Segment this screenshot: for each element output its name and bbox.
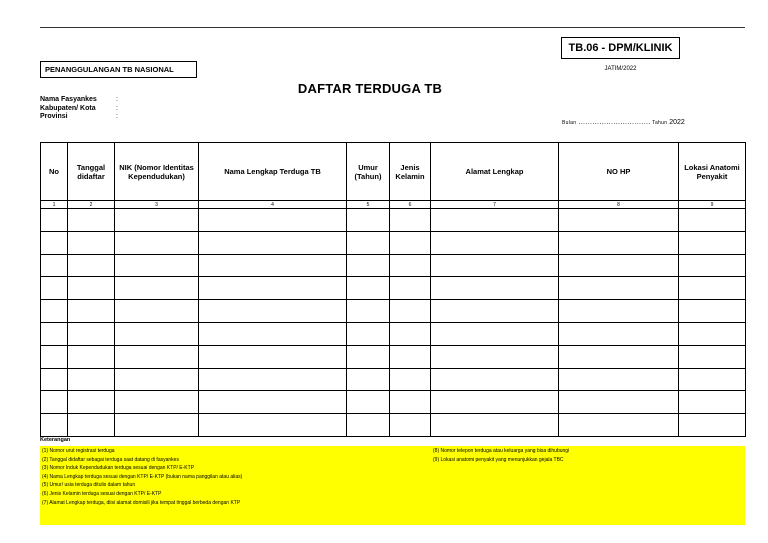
table-cell[interactable] bbox=[41, 277, 68, 300]
table-row bbox=[41, 345, 746, 368]
table-cell[interactable] bbox=[115, 277, 199, 300]
table-row bbox=[41, 231, 746, 254]
table-cell[interactable] bbox=[347, 277, 390, 300]
table-cell[interactable] bbox=[679, 209, 746, 232]
col-header-nama: Nama Lengkap Terduga TB bbox=[199, 143, 347, 201]
col-header-no: No bbox=[41, 143, 68, 201]
note-item: (7) Alamat Lengkap terduga, diisi alamat domisili jika tempat tinggal berbeda dengan KTP bbox=[42, 499, 241, 506]
table-cell[interactable] bbox=[199, 368, 347, 391]
note-item: (6) Jenis Kelamin terduga sesuai dengan KTP/ E-KTP bbox=[42, 490, 162, 497]
table-cell[interactable] bbox=[347, 322, 390, 345]
table-cell[interactable] bbox=[431, 368, 559, 391]
col-number: 8 bbox=[559, 201, 679, 209]
period-line bbox=[562, 119, 685, 126]
table-cell[interactable] bbox=[199, 391, 347, 414]
table-cell[interactable] bbox=[68, 322, 115, 345]
col-number: 6 bbox=[390, 201, 431, 209]
col-number: 4 bbox=[199, 201, 347, 209]
note-item: (8) Nomor telepon terduga atau keluarga yang bisa dihubungi bbox=[433, 448, 570, 454]
col-header-umur: Umur (Tahun) bbox=[347, 143, 390, 201]
table-cell[interactable] bbox=[559, 277, 679, 300]
table-cell[interactable] bbox=[199, 300, 347, 323]
col-header-jenis-kelamin: Jenis Kelamin bbox=[390, 143, 431, 201]
note-item: (3) Nomor Induk Kependudukan terduga sesuai dengan KTP/ E-KTP bbox=[42, 465, 195, 472]
info-colon: : bbox=[116, 113, 118, 120]
table-cell[interactable] bbox=[431, 231, 559, 254]
table-row bbox=[41, 277, 746, 300]
table-cell[interactable] bbox=[115, 414, 199, 437]
col-header-tanggal: Tanggal didaftar bbox=[68, 143, 115, 201]
info-row-kabupaten bbox=[40, 105, 118, 114]
note-item: (2) Tanggal didaftar sebagai terduga saat datang di fasyankes bbox=[42, 456, 179, 463]
col-number: 9 bbox=[679, 201, 746, 209]
col-header-nik: NIK (Nomor Identitas Kependudukan) bbox=[115, 143, 199, 201]
table-cell[interactable] bbox=[199, 322, 347, 345]
info-colon: : bbox=[116, 104, 118, 112]
table-cell[interactable] bbox=[68, 231, 115, 254]
table-cell[interactable] bbox=[679, 277, 746, 300]
table-cell[interactable] bbox=[68, 345, 115, 368]
tahun-value: 2022 bbox=[669, 119, 685, 126]
table-cell[interactable] bbox=[68, 414, 115, 437]
table-cell[interactable] bbox=[679, 322, 746, 345]
bulan-label: Bulan bbox=[562, 120, 577, 126]
table-cell[interactable] bbox=[431, 391, 559, 414]
table-cell[interactable] bbox=[559, 345, 679, 368]
table-cell[interactable] bbox=[115, 368, 199, 391]
table-cell[interactable] bbox=[347, 209, 390, 232]
table-cell[interactable] bbox=[41, 231, 68, 254]
note-item: (5) Umur/ usia terduga ditulis dalam tahun bbox=[42, 482, 136, 489]
notes-left-column bbox=[42, 447, 422, 507]
table-cell[interactable] bbox=[41, 322, 68, 345]
table-cell[interactable] bbox=[390, 254, 431, 277]
table-cell[interactable] bbox=[679, 254, 746, 277]
table-cell[interactable] bbox=[347, 300, 390, 323]
table-cell[interactable] bbox=[347, 231, 390, 254]
col-header-alamat: Alamat Lengkap bbox=[431, 143, 559, 201]
info-label: Provinsi bbox=[40, 113, 68, 120]
table-cell[interactable] bbox=[115, 254, 199, 277]
form-region-code: JATIM/2022 bbox=[604, 66, 637, 72]
info-row-fasyankes bbox=[40, 96, 118, 105]
table-cell[interactable] bbox=[390, 322, 431, 345]
table-cell[interactable] bbox=[41, 345, 68, 368]
table-cell[interactable] bbox=[347, 368, 390, 391]
table-row bbox=[41, 209, 746, 232]
info-colon: : bbox=[116, 96, 118, 103]
table-cell[interactable] bbox=[68, 209, 115, 232]
table-cell[interactable] bbox=[115, 322, 199, 345]
form-code-box: TB.06 - DPM/KLINIK bbox=[561, 37, 680, 59]
table-cell[interactable] bbox=[431, 277, 559, 300]
table-cell[interactable] bbox=[559, 391, 679, 414]
table-row bbox=[41, 368, 746, 391]
table-cell[interactable] bbox=[559, 322, 679, 345]
col-number: 1 bbox=[41, 201, 68, 209]
table-cell[interactable] bbox=[41, 300, 68, 323]
bulan-dots: …………………………. bbox=[578, 119, 651, 126]
table-cell[interactable] bbox=[679, 414, 746, 437]
table-cell[interactable] bbox=[199, 254, 347, 277]
table-cell[interactable] bbox=[68, 277, 115, 300]
table-cell[interactable] bbox=[68, 300, 115, 323]
notes-right-column bbox=[433, 447, 733, 464]
table-cell[interactable] bbox=[431, 414, 559, 437]
table-cell[interactable] bbox=[199, 345, 347, 368]
note-item: (9) Lokasi anatomi penyakit yang menunjukkan gejala TBC bbox=[433, 456, 564, 463]
col-number: 2 bbox=[68, 201, 115, 209]
notes-box bbox=[40, 446, 745, 525]
table-cell[interactable] bbox=[559, 254, 679, 277]
table-cell[interactable] bbox=[115, 391, 199, 414]
col-header-lokasi: Lokasi Anatomi Penyakit bbox=[679, 143, 746, 201]
table-cell[interactable] bbox=[68, 368, 115, 391]
table-cell[interactable] bbox=[115, 300, 199, 323]
table-cell[interactable] bbox=[559, 300, 679, 323]
table-cell[interactable] bbox=[390, 209, 431, 232]
table-cell[interactable] bbox=[347, 254, 390, 277]
table-cell[interactable] bbox=[41, 414, 68, 437]
table-cell[interactable] bbox=[199, 277, 347, 300]
table-cell[interactable] bbox=[431, 345, 559, 368]
info-row-provinsi bbox=[40, 113, 118, 122]
table-cell[interactable] bbox=[68, 391, 115, 414]
table-cell[interactable] bbox=[41, 368, 68, 391]
table-cell[interactable] bbox=[115, 231, 199, 254]
table-cell[interactable] bbox=[390, 414, 431, 437]
table-row bbox=[41, 254, 746, 277]
table-cell[interactable] bbox=[431, 254, 559, 277]
table-cell[interactable] bbox=[559, 414, 679, 437]
table-cell[interactable] bbox=[679, 231, 746, 254]
table-cell[interactable] bbox=[431, 300, 559, 323]
table-cell[interactable] bbox=[347, 345, 390, 368]
table-cell[interactable] bbox=[390, 368, 431, 391]
table-cell[interactable] bbox=[679, 300, 746, 323]
program-name-box: PENANGGULANGAN TB NASIONAL bbox=[40, 61, 197, 78]
table-cell[interactable] bbox=[390, 300, 431, 323]
table-cell[interactable] bbox=[390, 277, 431, 300]
table-row bbox=[41, 322, 746, 345]
table-cell[interactable] bbox=[41, 391, 68, 414]
table-cell[interactable] bbox=[390, 345, 431, 368]
info-label: Kabupaten/ Kota bbox=[40, 104, 96, 112]
table-cell[interactable] bbox=[68, 254, 115, 277]
table-cell[interactable] bbox=[559, 209, 679, 232]
table-cell[interactable] bbox=[431, 322, 559, 345]
page-title: DAFTAR TERDUGA TB bbox=[297, 81, 443, 96]
table-cell[interactable] bbox=[559, 231, 679, 254]
header-row bbox=[41, 143, 746, 201]
table-cell[interactable] bbox=[679, 368, 746, 391]
top-rule bbox=[40, 27, 745, 28]
table-cell[interactable] bbox=[559, 368, 679, 391]
tahun-label: Tahun bbox=[652, 120, 668, 126]
table-cell[interactable] bbox=[431, 209, 559, 232]
facility-info bbox=[40, 96, 118, 122]
table-row bbox=[41, 414, 746, 437]
note-item: (4) Nama Lengkap terduga sesuai dengan KTP/ E-KTP (bukan nama panggilan atau alias) bbox=[42, 473, 243, 480]
table-cell[interactable] bbox=[41, 254, 68, 277]
table-cell[interactable] bbox=[390, 391, 431, 414]
table-cell[interactable] bbox=[199, 414, 347, 437]
suspect-register-table bbox=[40, 142, 746, 437]
table-cell[interactable] bbox=[199, 209, 347, 232]
col-number: 7 bbox=[431, 201, 559, 209]
col-number: 5 bbox=[347, 201, 390, 209]
table-cell[interactable] bbox=[115, 209, 199, 232]
col-number: 3 bbox=[115, 201, 199, 209]
col-header-no-hp: NO HP bbox=[559, 143, 679, 201]
table-cell[interactable] bbox=[390, 231, 431, 254]
table-cell[interactable] bbox=[679, 391, 746, 414]
notes-title: Keterangan bbox=[40, 437, 71, 443]
table-row bbox=[41, 391, 746, 414]
table-cell[interactable] bbox=[199, 231, 347, 254]
info-label: Nama Fasyankes bbox=[40, 96, 97, 103]
table-cell[interactable] bbox=[347, 414, 390, 437]
table-cell[interactable] bbox=[115, 345, 199, 368]
table-cell[interactable] bbox=[679, 345, 746, 368]
table-cell[interactable] bbox=[347, 391, 390, 414]
column-number-row bbox=[41, 201, 746, 209]
table-cell[interactable] bbox=[41, 209, 68, 232]
note-item: (1) Nomor urut registrasi terduga bbox=[42, 448, 115, 454]
table-row bbox=[41, 300, 746, 323]
